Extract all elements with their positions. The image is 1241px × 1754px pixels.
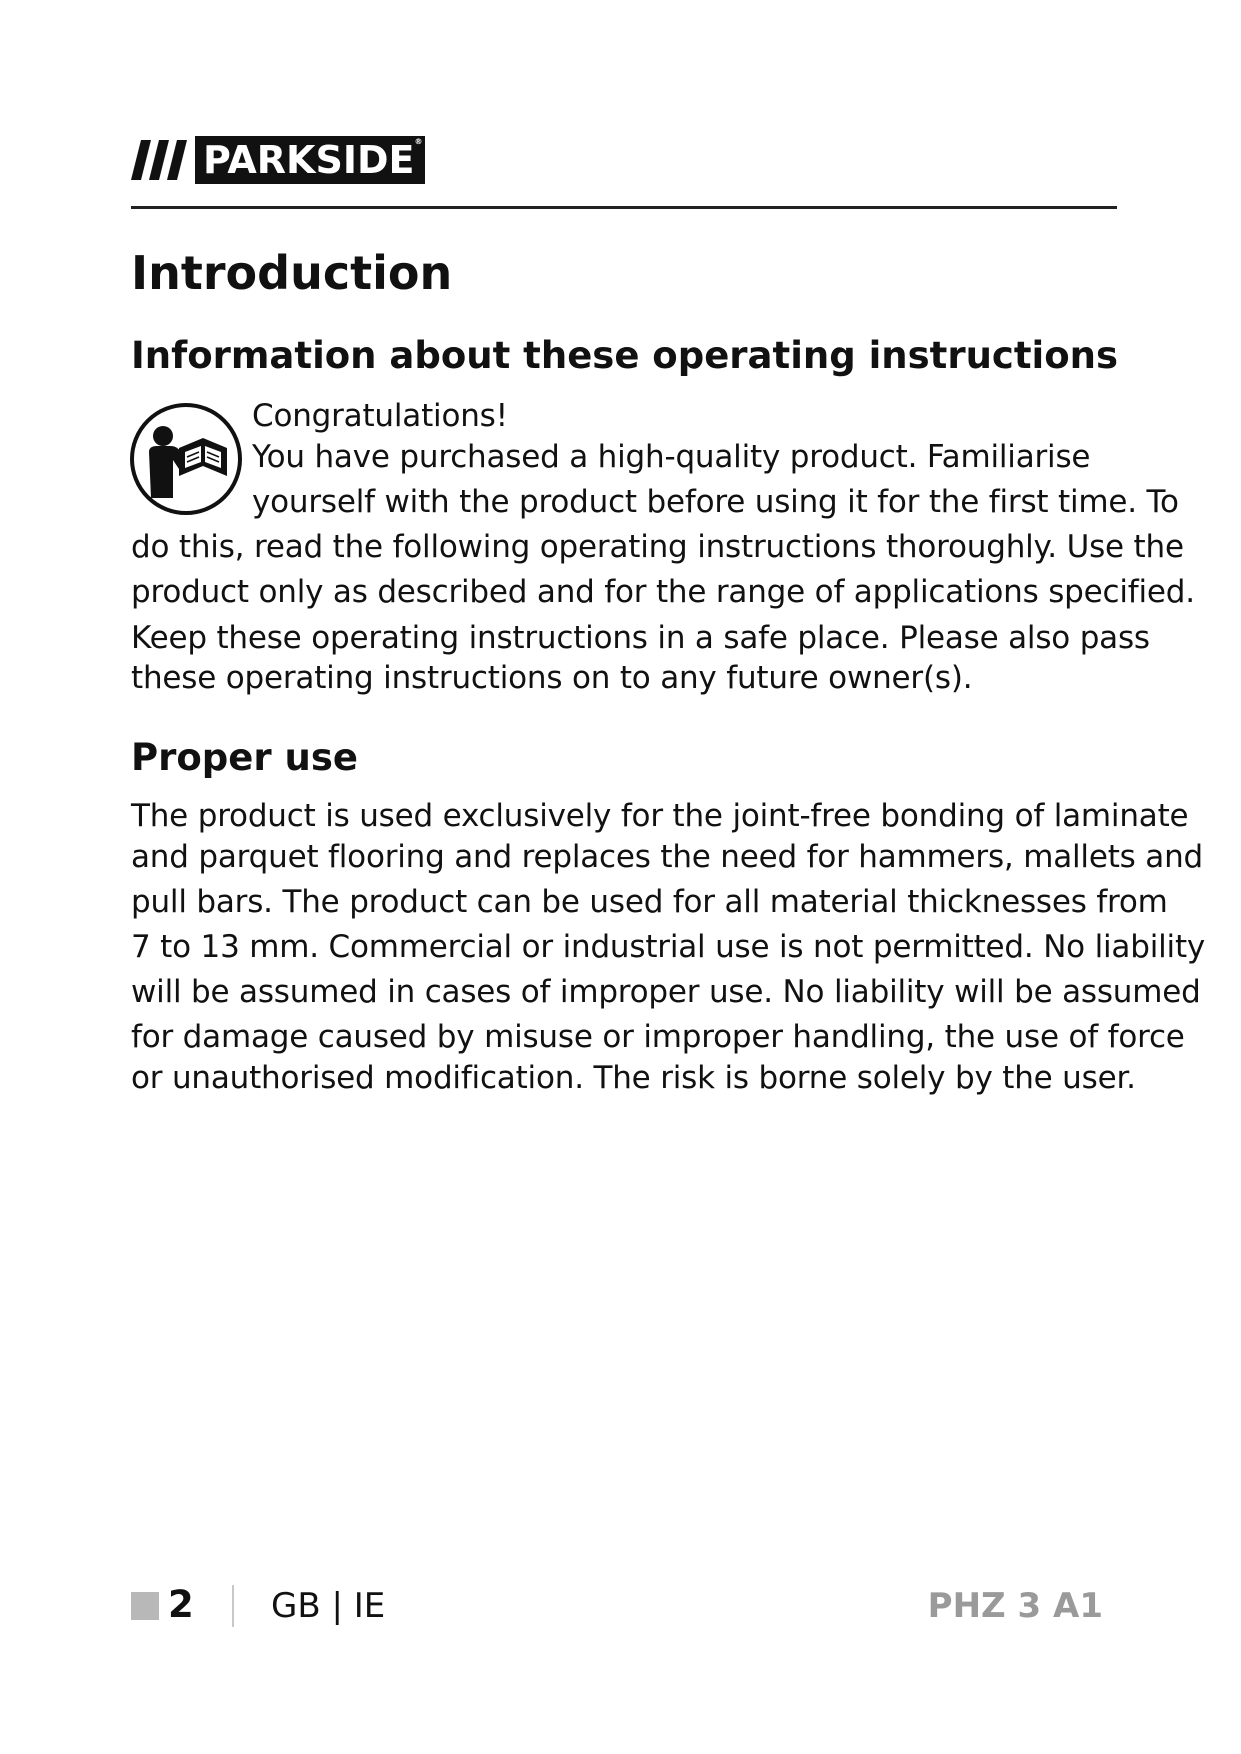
logo-slashes-icon [131,136,189,184]
header-divider [131,206,1117,209]
proper-use-line: The product is used exclusively for the joint-free bonding of laminate [131,798,1189,834]
info-line: Keep these operating instructions in a safe place. Please also pass [131,620,1150,656]
read-manual-icon [129,402,243,516]
proper-use-line: or unauthorised modification. The risk is borne solely by the user. [131,1060,1136,1096]
page-title: Introduction [131,246,453,300]
info-line: You have purchased a high-quality product. Familiarise [252,439,1091,475]
proper-use-line: for damage caused by misuse or improper handling, the use of force [131,1019,1185,1055]
info-line: product only as described and for the range of applications specified. [131,574,1195,610]
info-line: yourself with the product before using it for the first time. To [252,484,1179,520]
info-line: do this, read the following operating instructions thoroughly. Use the [131,529,1184,565]
info-line: these operating instructions on to any future owner(s). [131,660,973,696]
proper-use-line: 7 to 13 mm. Commercial or industrial use is not permitted. No liability [131,929,1206,965]
proper-use-line: pull bars. The product can be used for all material thicknesses from [131,884,1168,920]
proper-use-line: will be assumed in cases of improper use. No liability will be assumed [131,974,1201,1010]
footer-square-marker [131,1592,159,1620]
model-number: PHZ 3 A1 [927,1586,1103,1626]
page-number: 2 [168,1583,194,1626]
section-heading-info: Information about these operating instructions [131,334,1119,377]
proper-use-line: and parquet flooring and replaces the need for hammers, mallets and [131,839,1203,875]
info-line: Congratulations! [252,398,508,434]
parkside-logo [131,136,425,184]
country-codes: GB | IE [271,1586,386,1626]
section-heading-proper-use: Proper use [131,736,358,779]
logo-text: PARKSIDE [203,138,415,182]
footer-separator [232,1585,234,1627]
logo-box [195,136,425,184]
logo-registered-mark: ® [414,137,423,146]
